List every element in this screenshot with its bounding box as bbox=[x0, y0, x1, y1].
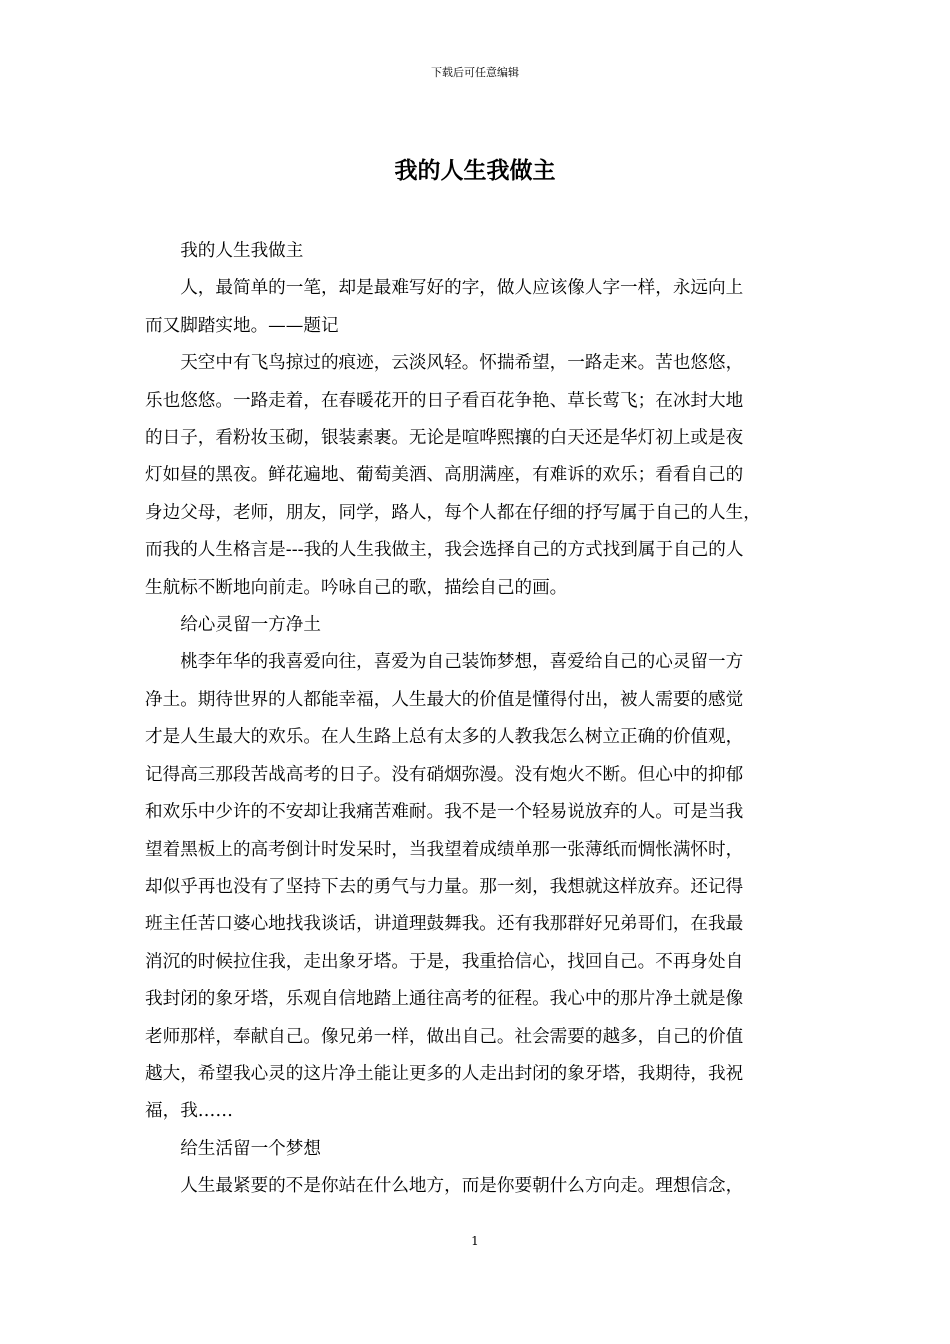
document-body bbox=[145, 233, 809, 1206]
paragraph-line: 人，最简单的一笔，却是最难写好的字，做人应该像人字一样，永远向上 bbox=[180, 278, 744, 299]
paragraph-line: 和欢乐中少许的不安却让我痛苦难耐。我不是一个轻易说放弃的人。可是当我 bbox=[145, 802, 744, 823]
paragraph bbox=[145, 607, 809, 644]
paragraph-line: 给心灵留一方净土 bbox=[180, 615, 321, 636]
paragraph-line: 桃李年华的我喜爱向往，喜爱为自己装饰梦想，喜爱给自己的心灵留一方 bbox=[180, 652, 744, 673]
paragraph-line: 老师那样，奉献自己。像兄弟一样，做出自己。社会需要的越多，自己的价值 bbox=[145, 1026, 744, 1047]
paragraph-line: 记得高三那段苦战高考的日子。没有硝烟弥漫。没有炮火不断。但心中的抑郁 bbox=[145, 764, 744, 785]
paragraph-line: 越大，希望我心灵的这片净土能让更多的人走出封闭的象牙塔，我期待，我祝 bbox=[145, 1063, 744, 1084]
paragraph bbox=[145, 270, 809, 345]
header-note: 下载后可任意编辑 bbox=[431, 66, 519, 79]
paragraph-line: 消沉的时候拉住我，走出象牙塔。于是，我重拾信心，找回自己。不再身处自 bbox=[145, 951, 744, 972]
paragraph-line: 的日子，看粉妆玉砌，银装素裹。无论是喧哗熙攘的白天还是华灯初上或是夜 bbox=[145, 428, 744, 449]
paragraph-line: 身边父母，老师，朋友，同学，路人，每个人都在仔细的抒写属于自己的人生， bbox=[145, 502, 761, 523]
paragraph-line: 我的人生我做主 bbox=[180, 241, 304, 261]
paragraph bbox=[145, 345, 809, 607]
page-number: 1 bbox=[471, 1234, 479, 1248]
paragraph-line: 而我的人生格言是---我的人生我做主，我会选择自己的方式找到属于自己的人 bbox=[145, 540, 744, 561]
paragraph-line: 福，我…… bbox=[145, 1101, 233, 1122]
paragraph-line: 生航标不断地向前走。吟咏自己的歌，描绘自己的画。 bbox=[145, 577, 568, 598]
paragraph bbox=[145, 644, 809, 1130]
paragraph-line: 才是人生最大的欢乐。在人生路上总有太多的人教我怎么树立正确的价值观， bbox=[145, 727, 744, 748]
paragraph-line: 天空中有飞鸟掠过的痕迹，云淡风轻。怀揣希望，一路走来。苦也悠悠， bbox=[180, 353, 744, 374]
paragraph-line: 给生活留一个梦想 bbox=[180, 1138, 321, 1159]
paragraph bbox=[145, 233, 809, 270]
paragraph-line: 班主任苦口婆心地找我谈话，讲道理鼓舞我。还有我那群好兄弟哥们，在我最 bbox=[145, 914, 744, 935]
paragraph-line: 我封闭的象牙塔，乐观自信地踏上通往高考的征程。我心中的那片净土就是像 bbox=[145, 989, 744, 1010]
paragraph-line: 而又脚踏实地。——题记 bbox=[145, 315, 339, 336]
document-title: 我的人生我做主 bbox=[394, 157, 556, 184]
paragraph bbox=[145, 1131, 809, 1168]
paragraph-line: 人生最紧要的不是你站在什么地方，而是你要朝什么方向走。理想信念， bbox=[180, 1176, 744, 1197]
paragraph-line: 灯如昼的黑夜。鲜花遍地、葡萄美酒、高朋满座，有难诉的欢乐；看看自己的 bbox=[145, 465, 744, 486]
paragraph-line: 却似乎再也没有了坚持下去的勇气与力量。那一刻，我想就这样放弃。还记得 bbox=[145, 876, 744, 897]
paragraph bbox=[145, 1168, 809, 1205]
paragraph-line: 净土。期待世界的人都能幸福，人生最大的价值是懂得付出，被人需要的感觉 bbox=[145, 689, 744, 710]
paragraph-line: 望着黑板上的高考倒计时发呆时，当我望着成绩单那一张薄纸而惆怅满怀时， bbox=[145, 839, 744, 860]
paragraph-line: 乐也悠悠。一路走着，在春暖花开的日子看百花争艳、草长莺飞；在冰封大地 bbox=[145, 390, 744, 411]
